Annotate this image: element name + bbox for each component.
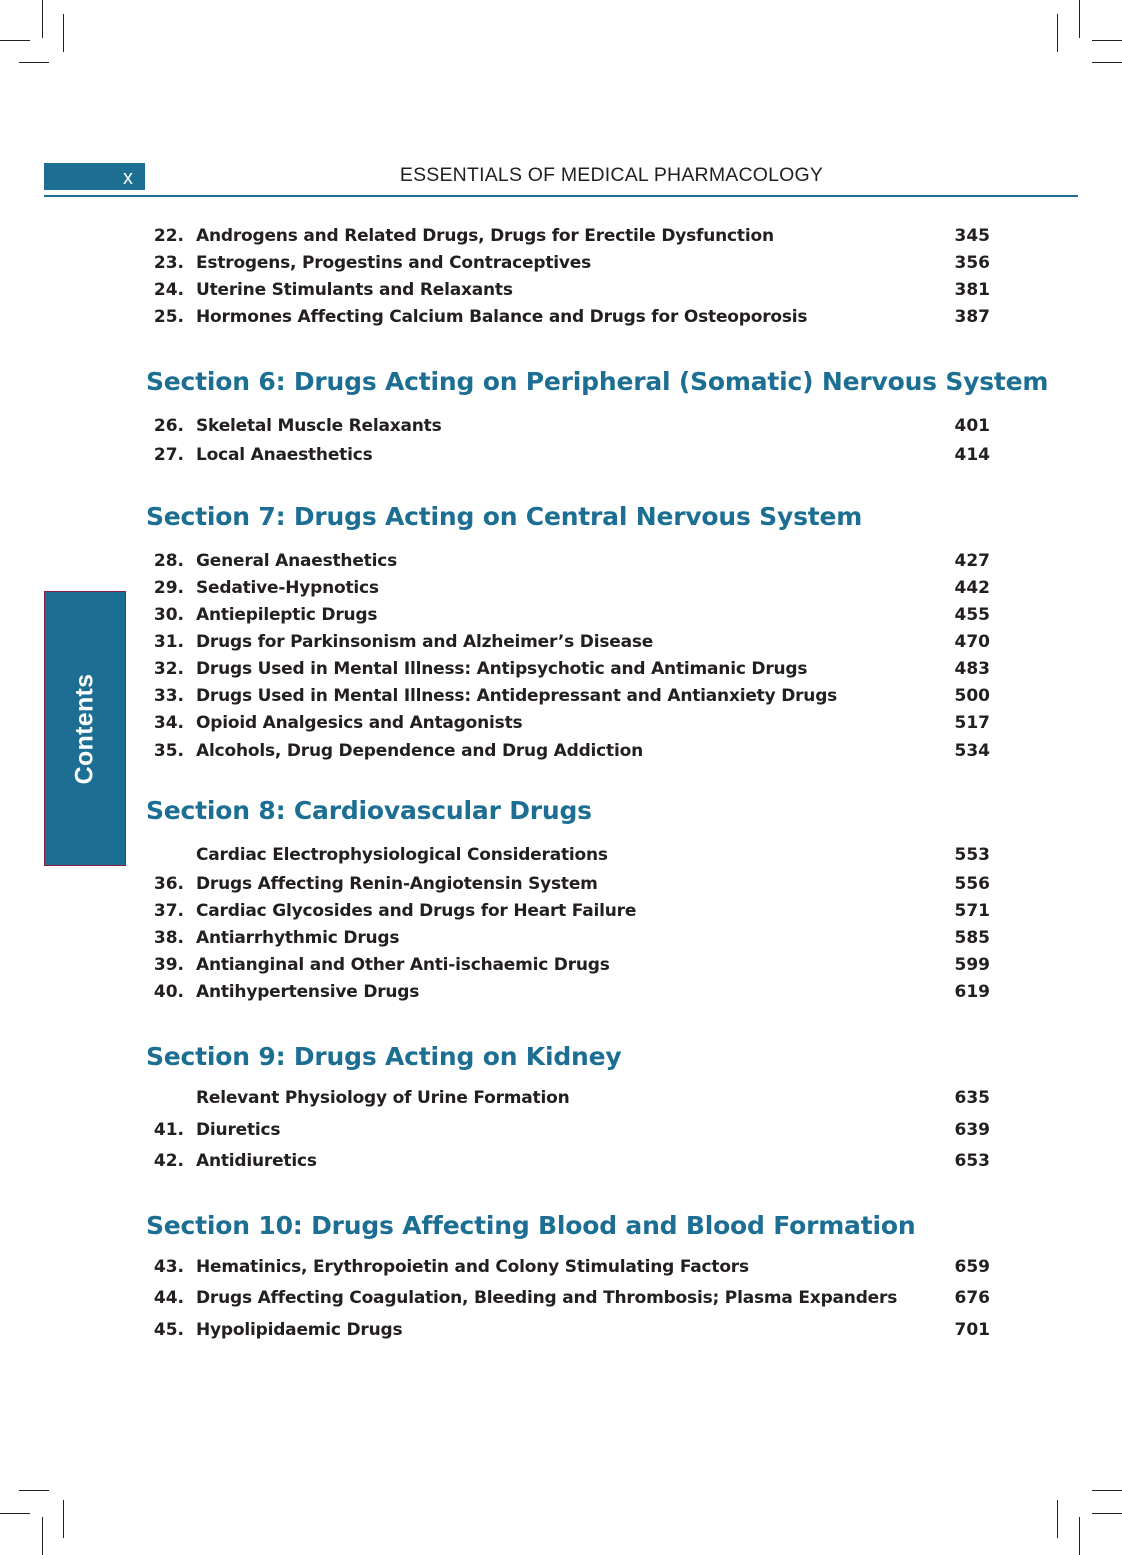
toc-entry <box>150 899 990 923</box>
crop-mark <box>42 1517 43 1555</box>
chapter-number: 22. <box>153 226 184 246</box>
toc-entry <box>150 576 990 600</box>
page-reference: 676 <box>954 1288 990 1308</box>
section-heading: Section 7: Drugs Acting on Central Nervous System <box>146 502 863 531</box>
page-reference: 619 <box>954 982 990 1002</box>
page-reference: 401 <box>954 416 990 436</box>
toc-entry <box>150 443 990 467</box>
toc-entry <box>150 739 990 763</box>
page-reference: 653 <box>954 1151 990 1171</box>
page-reference: 500 <box>954 686 990 706</box>
chapter-title: Drugs Used in Mental Illness: Antidepressant and Antianxiety Drugs <box>196 686 838 706</box>
chapter-number: 44. <box>153 1288 184 1308</box>
toc-entry <box>150 1255 990 1279</box>
chapter-number: 36. <box>153 874 184 894</box>
chapter-title: Antiepileptic Drugs <box>196 605 378 625</box>
chapter-number: 39. <box>153 955 184 975</box>
toc-entry <box>150 1118 990 1142</box>
chapter-number: 26. <box>153 416 184 436</box>
section-heading: Section 10: Drugs Affecting Blood and Blood Formation <box>146 1211 916 1240</box>
chapter-number: 31. <box>153 632 184 652</box>
chapter-title: Cardiac Glycosides and Drugs for Heart Failure <box>196 901 637 921</box>
toc-entry <box>150 953 990 977</box>
chapter-title: Skeletal Muscle Relaxants <box>196 416 442 436</box>
page-reference: 585 <box>954 928 990 948</box>
chapter-title: Antihypertensive Drugs <box>196 982 420 1002</box>
page-reference: 483 <box>954 659 990 679</box>
chapter-number: 28. <box>153 551 184 571</box>
section-heading: Section 8: Cardiovascular Drugs <box>146 796 592 825</box>
toc-entry <box>150 305 990 329</box>
chapter-number: 25. <box>153 307 184 327</box>
chapter-number: 38. <box>153 928 184 948</box>
crop-mark <box>0 1513 30 1514</box>
crop-mark <box>42 0 43 38</box>
crop-mark <box>1057 14 1058 52</box>
crop-mark <box>1092 62 1122 63</box>
toc-entry <box>150 630 990 654</box>
page-reference: 455 <box>954 605 990 625</box>
crop-mark <box>19 62 49 63</box>
chapter-number: 33. <box>153 686 184 706</box>
toc-entry <box>150 1149 990 1173</box>
chapter-title: Drugs Affecting Renin-Angiotensin System <box>196 874 598 894</box>
crop-mark <box>1057 1500 1058 1538</box>
chapter-number: 35. <box>153 741 184 761</box>
page-reference: 659 <box>954 1257 990 1277</box>
chapter-number: 37. <box>153 901 184 921</box>
chapter-number: 24. <box>153 280 184 300</box>
section-heading: Section 6: Drugs Acting on Peripheral (Somatic) Nervous System <box>146 367 1049 396</box>
chapter-title: Antiarrhythmic Drugs <box>196 928 400 948</box>
page-reference: 470 <box>954 632 990 652</box>
running-header: ESSENTIALS OF MEDICAL PHARMACOLOGY <box>399 164 824 186</box>
toc-entry <box>150 872 990 896</box>
side-tab-label: Contents <box>70 673 99 784</box>
toc-entry <box>150 657 990 681</box>
crop-mark <box>1079 0 1080 38</box>
chapter-title: Drugs Used in Mental Illness: Antipsychotic and Antimanic Drugs <box>196 659 808 679</box>
crop-mark <box>0 40 30 41</box>
contents-side-tab <box>44 591 126 866</box>
toc-entry <box>150 251 990 275</box>
crop-mark <box>1079 1517 1080 1555</box>
toc-entry <box>150 926 990 950</box>
chapter-title: Hypolipidaemic Drugs <box>196 1320 403 1340</box>
chapter-title: Opioid Analgesics and Antagonists <box>196 713 523 733</box>
page-reference: 387 <box>954 307 990 327</box>
toc-entry <box>150 843 990 867</box>
page-number-box <box>44 163 145 190</box>
chapter-number: 43. <box>153 1257 184 1277</box>
crop-mark <box>63 1500 64 1538</box>
page-reference: 345 <box>954 226 990 246</box>
chapter-number: 42. <box>153 1151 184 1171</box>
page-reference: 701 <box>954 1320 990 1340</box>
chapter-title: Cardiac Electrophysiological Considerations <box>196 845 608 865</box>
page-reference: 599 <box>954 955 990 975</box>
chapter-title: Estrogens, Progestins and Contraceptives <box>196 253 592 273</box>
chapter-title: Diuretics <box>196 1120 281 1140</box>
chapter-title: Alcohols, Drug Dependence and Drug Addiction <box>196 741 643 761</box>
chapter-title: Relevant Physiology of Urine Formation <box>196 1088 570 1108</box>
chapter-title: Drugs for Parkinsonism and Alzheimer’s Disease <box>196 632 654 652</box>
toc-entry <box>150 980 990 1004</box>
crop-mark <box>1092 1490 1122 1491</box>
page-reference: 556 <box>954 874 990 894</box>
toc-entry <box>150 684 990 708</box>
toc-entry <box>150 549 990 573</box>
chapter-title: Androgens and Related Drugs, Drugs for Erectile Dysfunction <box>196 226 774 246</box>
page-reference: 356 <box>954 253 990 273</box>
chapter-title: Antianginal and Other Anti-ischaemic Drugs <box>196 955 610 975</box>
page-reference: 381 <box>954 280 990 300</box>
crop-mark <box>63 14 64 52</box>
toc-entry <box>150 224 990 248</box>
header-rule <box>44 195 1078 197</box>
chapter-number: 34. <box>153 713 184 733</box>
chapter-number: 27. <box>153 445 184 465</box>
chapter-title: Hormones Affecting Calcium Balance and Drugs for Osteoporosis <box>196 307 808 327</box>
toc-entry <box>150 278 990 302</box>
page-reference: 442 <box>954 578 990 598</box>
toc-entry <box>150 1318 990 1342</box>
chapter-number: 45. <box>153 1320 184 1340</box>
chapter-title: Hematinics, Erythropoietin and Colony Stimulating Factors <box>196 1257 749 1277</box>
chapter-number: 23. <box>153 253 184 273</box>
chapter-number: 29. <box>153 578 184 598</box>
chapter-title: Local Anaesthetics <box>196 445 373 465</box>
page-reference: 635 <box>954 1088 990 1108</box>
page-reference: 427 <box>954 551 990 571</box>
toc-entry <box>150 414 990 438</box>
crop-mark <box>1092 40 1122 41</box>
page-reference: 534 <box>954 741 990 761</box>
page-reference: 571 <box>954 901 990 921</box>
toc-entry <box>150 603 990 627</box>
toc-entry <box>150 1286 990 1310</box>
crop-mark <box>19 1490 49 1491</box>
chapter-title: General Anaesthetics <box>196 551 398 571</box>
chapter-number: 40. <box>153 982 184 1002</box>
chapter-number: 41. <box>153 1120 184 1140</box>
page-number: x <box>123 167 133 189</box>
crop-mark <box>1092 1513 1122 1514</box>
chapter-number: 30. <box>153 605 184 625</box>
chapter-title: Drugs Affecting Coagulation, Bleeding and Thrombosis; Plasma Expanders <box>196 1288 898 1308</box>
chapter-title: Antidiuretics <box>196 1151 317 1171</box>
section-heading: Section 9: Drugs Acting on Kidney <box>146 1042 622 1071</box>
page-reference: 517 <box>954 713 990 733</box>
chapter-title: Uterine Stimulants and Relaxants <box>196 280 513 300</box>
page-reference: 639 <box>954 1120 990 1140</box>
page-reference: 553 <box>954 845 990 865</box>
toc-entry <box>150 711 990 735</box>
chapter-number: 32. <box>153 659 184 679</box>
page-reference: 414 <box>954 445 990 465</box>
chapter-title: Sedative-Hypnotics <box>196 578 379 598</box>
toc-entry <box>150 1086 990 1110</box>
